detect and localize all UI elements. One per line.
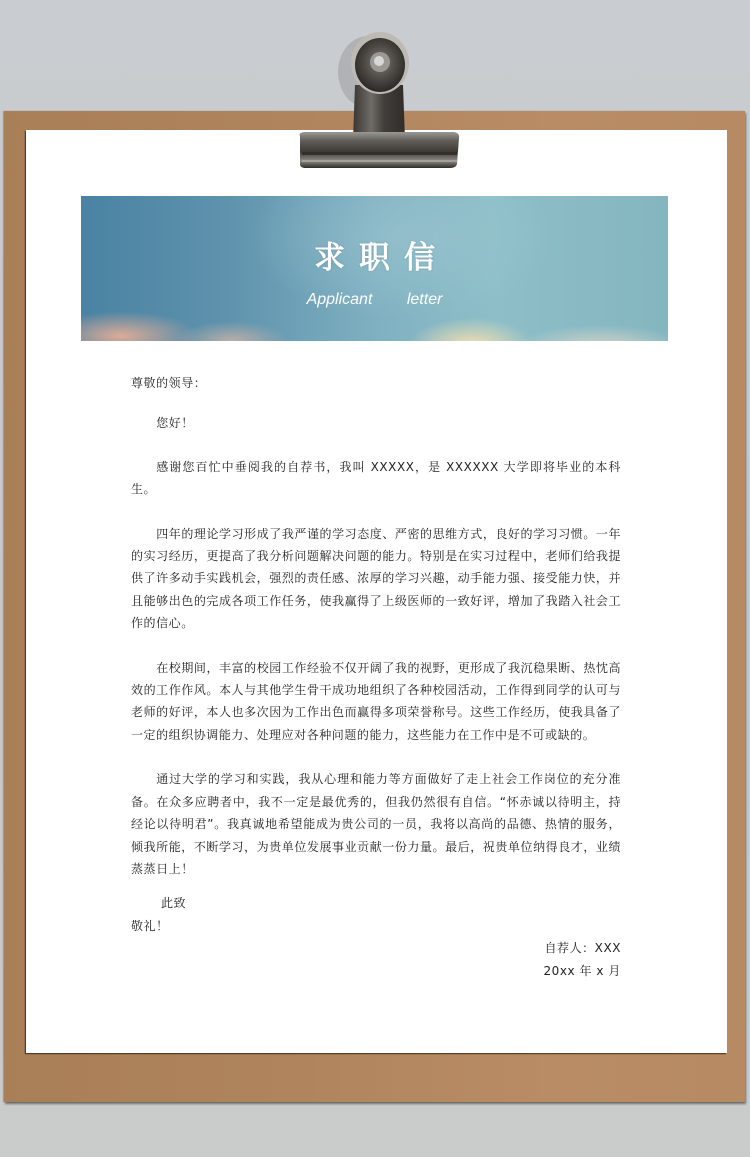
paragraph-campus: 在校期间，丰富的校园工作经验不仅开阔了我的视野，更形成了我沉稳果断、热忱高效的工作作风。本人与其他学生骨干成功地组织了各种校园活动，工作得到同学的认可与老师的好评，本人也多次因为工作出色而赢得多项荣誉称号。这些工作经历，使我具备了一定的组织协调能力、处理应对各种问题的能力，这些能力在工作中是不可或缺的。 [131,660,621,742]
paragraph-intro: 感谢您百忙中垂阅我的自荐书，我叫 XXXXX，是 XXXXXX 大学即将毕业的本科生。 [131,459,621,497]
date: 20xx 年 x 月 [543,963,621,978]
binder-clip-icon [0,0,750,190]
letter-body [131,372,621,982]
paragraph-study: 四年的理论学习形成了我严谨的学习态度、严密的思维方式，良好的学习习惯。一年的实习经历，更提高了我分析问题解决问题的能力。特别是在实习过程中，老师们给我提供了许多动手实践机会，强烈的责任感、浓厚的学习兴趣，动手能力强、接受能力快，并且能够出色的完成各项工作任务，使我赢得了上级医师的一致好评，增加了我踏入社会工作的信心。 [131,526,621,631]
closing-line-1: 此致 [161,896,187,911]
banner-subtitle: Applicant letter [306,291,443,308]
signature: 自荐人：XXX [544,941,621,956]
salutation: 尊敬的领导： [131,376,207,390]
greeting: 您好！ [156,416,194,431]
paragraph-conclusion: 通过大学的学习和实践，我从心理和能力等方面做好了走上社会工作岗位的充分准备。在众多应聘者中，我不一定是最优秀的，但我仍然很有自信。“怀赤诚以待明主，持经论以待明君”。我真诚地希望能成为贵公司的一员，我将以高尚的品德、热情的服务，倾我所能，不断学习，为贵单位发展事业贡献一份力量。最后，祝贵单位纳得良才，业绩蒸蒸日上！ [131,772,621,876]
header-banner [81,196,668,341]
banner-title: 求职信 [314,240,449,276]
closing-line-2: 敬礼！ [131,918,169,933]
